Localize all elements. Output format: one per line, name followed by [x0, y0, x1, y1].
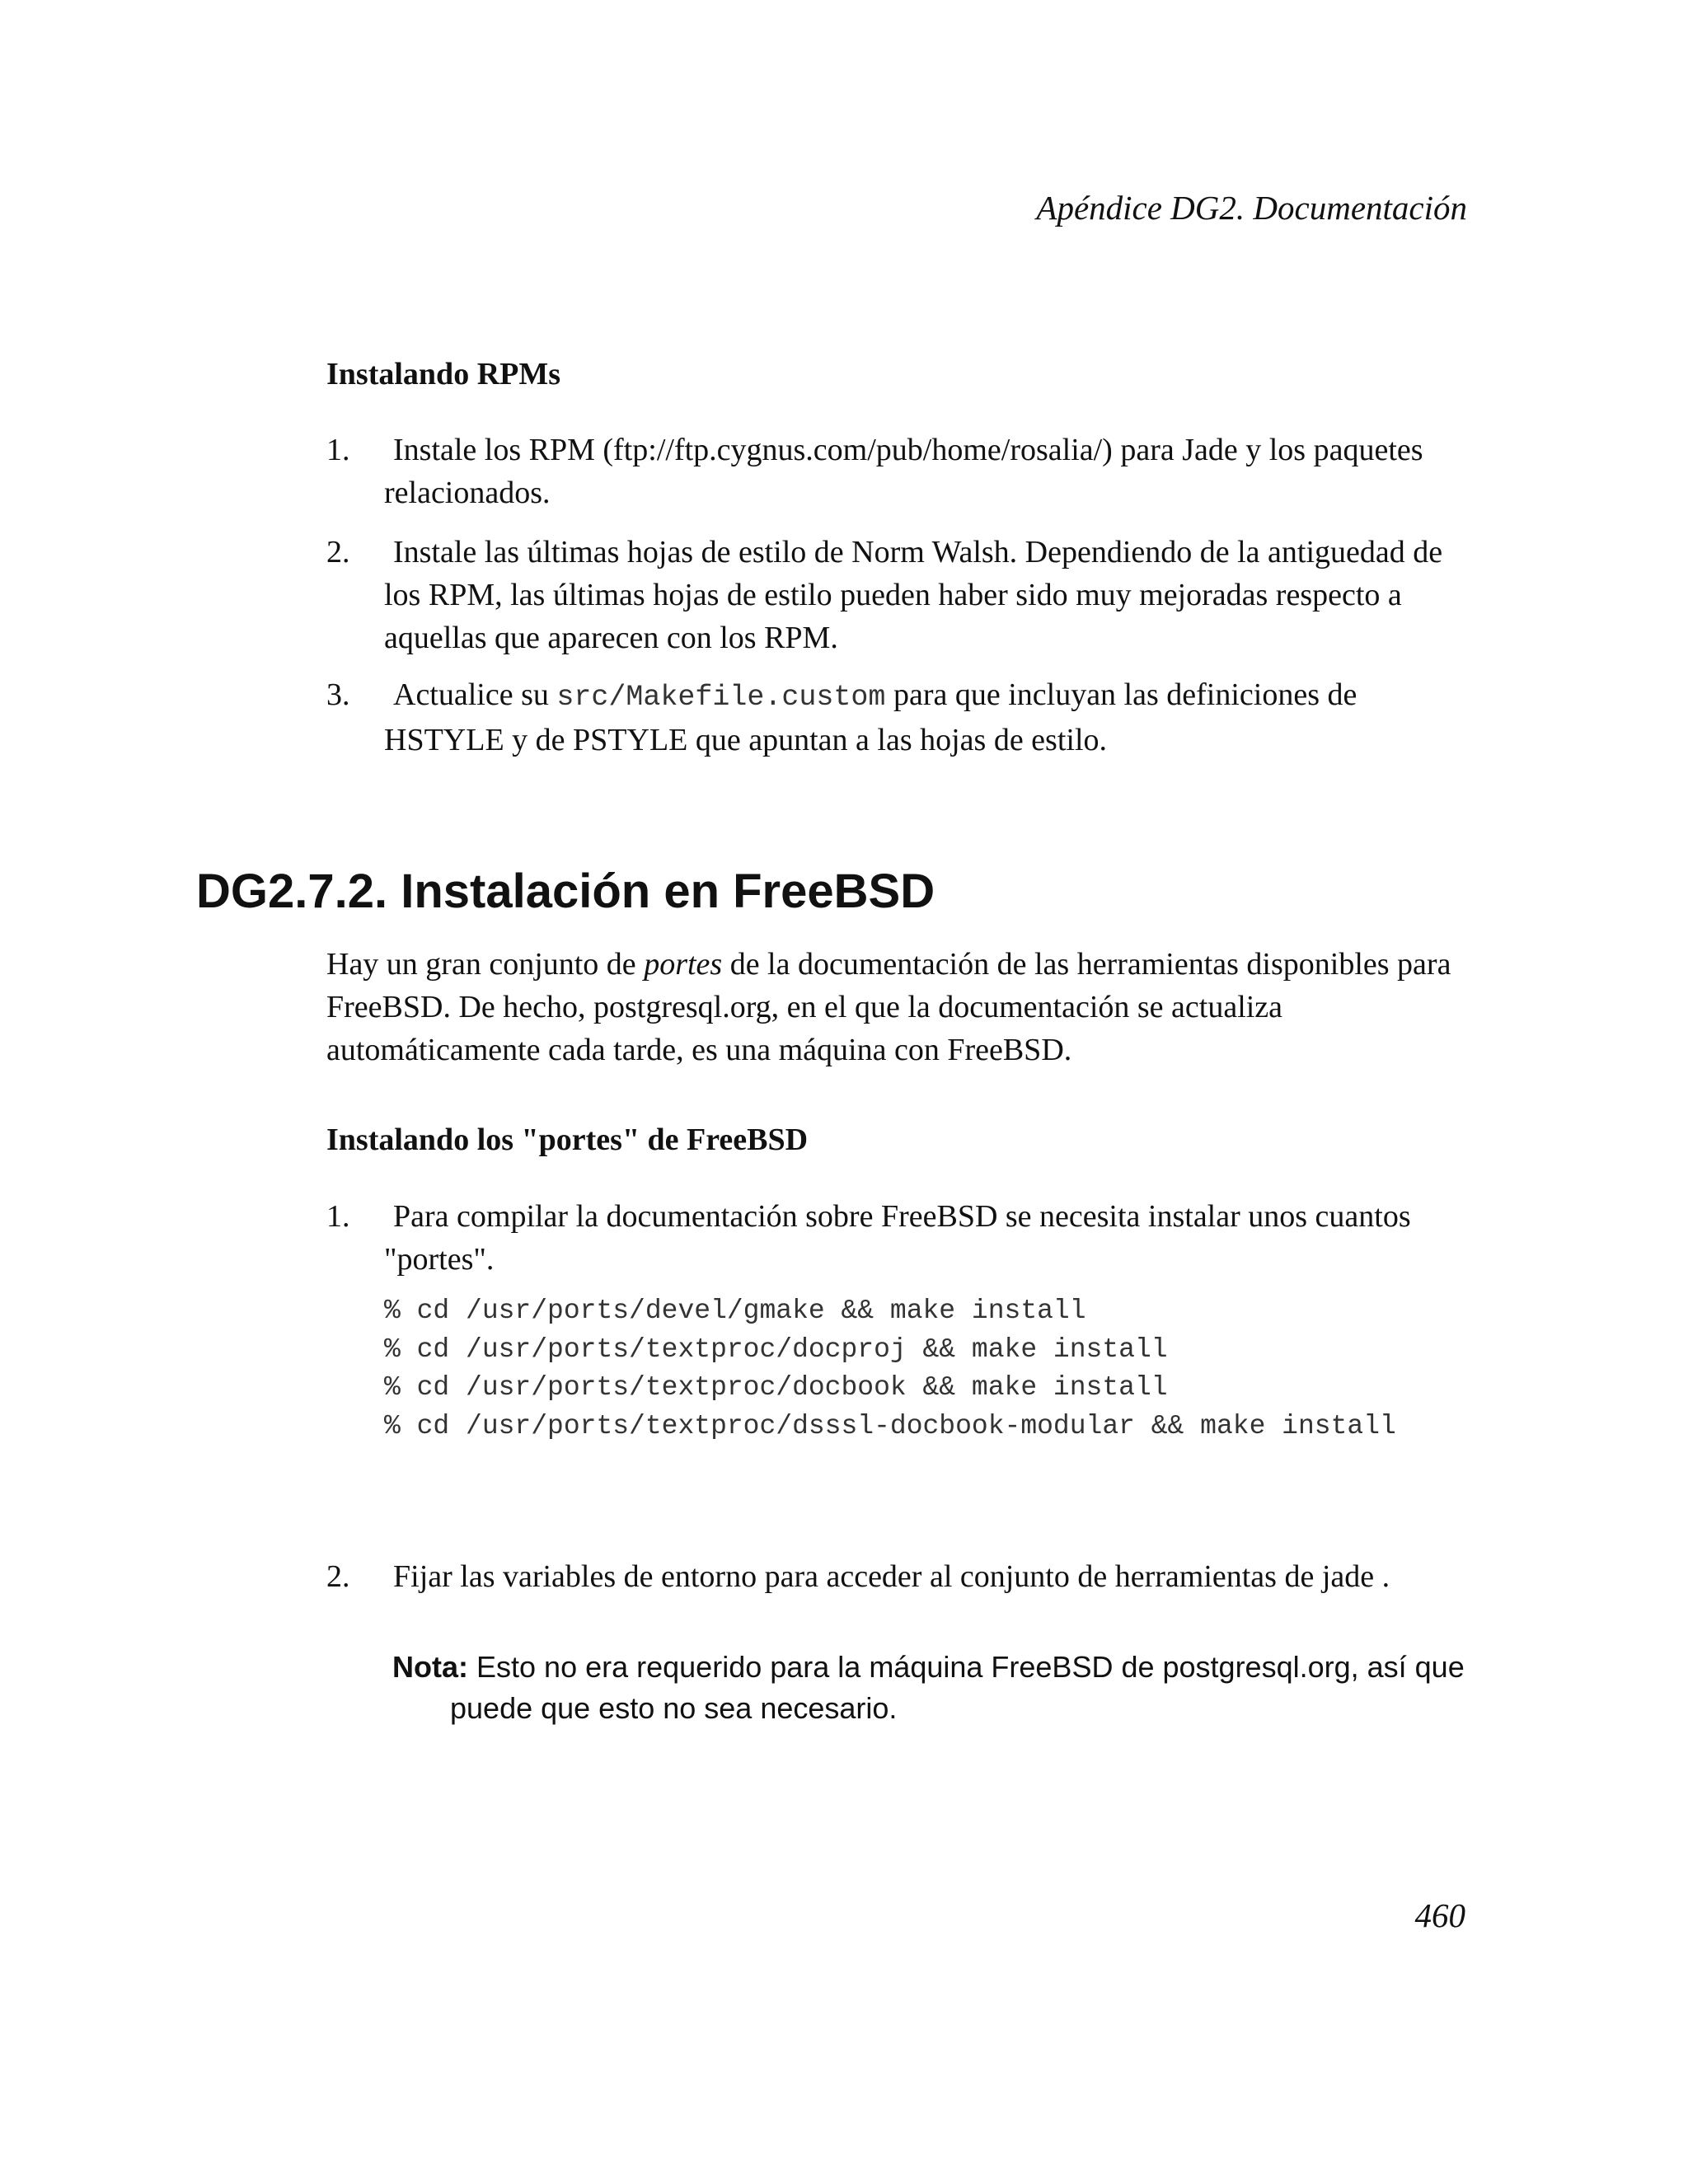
- step-text-before: Actualice su: [393, 677, 549, 712]
- step-number: 1.: [326, 1199, 350, 1234]
- note-box: [392, 1647, 1489, 1729]
- intro-after: de la documentación de las herramientas disponibles para FreeBSD. De hecho, postgresql.org, en el que la documentación se actualiza automáticamente cada tarde, es una máquina con FreeBSD.: [326, 947, 1451, 1067]
- freebsd-step-1: [326, 1195, 1480, 1281]
- intro-before: Hay un gran conjunto de: [326, 947, 636, 982]
- step-number: 2.: [326, 1559, 350, 1594]
- rpm-step-2: [326, 531, 1480, 659]
- step-text: Instale las últimas hojas de estilo de Norm Walsh. Dependiendo de la antiguedad de los RPM, las últimas hojas de estilo pueden haber sido muy mejoradas respecto a aquellas que aparecen con los RPM.: [384, 535, 1443, 655]
- rpm-step-1: [326, 429, 1480, 514]
- page-number: 460: [1414, 1896, 1465, 1934]
- command-block: [384, 1292, 1396, 1446]
- step-text: Para compilar la documentación sobre FreeBSD se necesita instalar unos cuantos "portes".: [384, 1199, 1411, 1277]
- freebsd-intro-paragraph: [326, 943, 1472, 1071]
- note-text-line1: Esto no era requerido para la máquina FreeBSD de postgresql.org, así que: [476, 1650, 1465, 1684]
- step-text: Fijar las variables de entorno para acceder al conjunto de herramientas de jade .: [393, 1559, 1390, 1594]
- step-number: 3.: [326, 677, 350, 712]
- rpm-procedure-title: Instalando RPMs: [326, 357, 560, 391]
- step-text-after: para que incluyan las definiciones de HSTYLE y de PSTYLE que apuntan a las hojas de estilo.: [384, 677, 1357, 757]
- note-text-line2: puede que esto no sea necesario.: [450, 1691, 898, 1725]
- rpm-step-3: [326, 673, 1480, 762]
- section-heading: DG2.7.2. Instalación en FreeBSD: [196, 865, 935, 918]
- note-label: Nota:: [392, 1650, 468, 1684]
- makefile-code: src/Makefile.custom: [556, 681, 886, 714]
- command-line: % cd /usr/ports/textproc/docproj && make install: [384, 1333, 1168, 1365]
- command-line: % cd /usr/ports/textproc/dsssl-docbook-modular && make install: [384, 1410, 1396, 1441]
- command-line: % cd /usr/ports/textproc/docbook && make install: [384, 1372, 1168, 1403]
- freebsd-procedure-title: Instalando los "portes" de FreeBSD: [326, 1122, 809, 1157]
- step-text: Instale los RPM (ftp://ftp.cygnus.com/pub/home/rosalia/) para Jade y los paquetes relacionados.: [384, 433, 1423, 510]
- freebsd-step-2: [326, 1555, 1480, 1598]
- step-number: 2.: [326, 535, 350, 569]
- running-header: Apéndice DG2. Documentación: [1036, 189, 1467, 227]
- step-text: [384, 673, 1480, 762]
- step-number: 1.: [326, 433, 350, 467]
- intro-emphasis: portes: [644, 947, 723, 982]
- command-line: % cd /usr/ports/devel/gmake && make install: [384, 1296, 1086, 1326]
